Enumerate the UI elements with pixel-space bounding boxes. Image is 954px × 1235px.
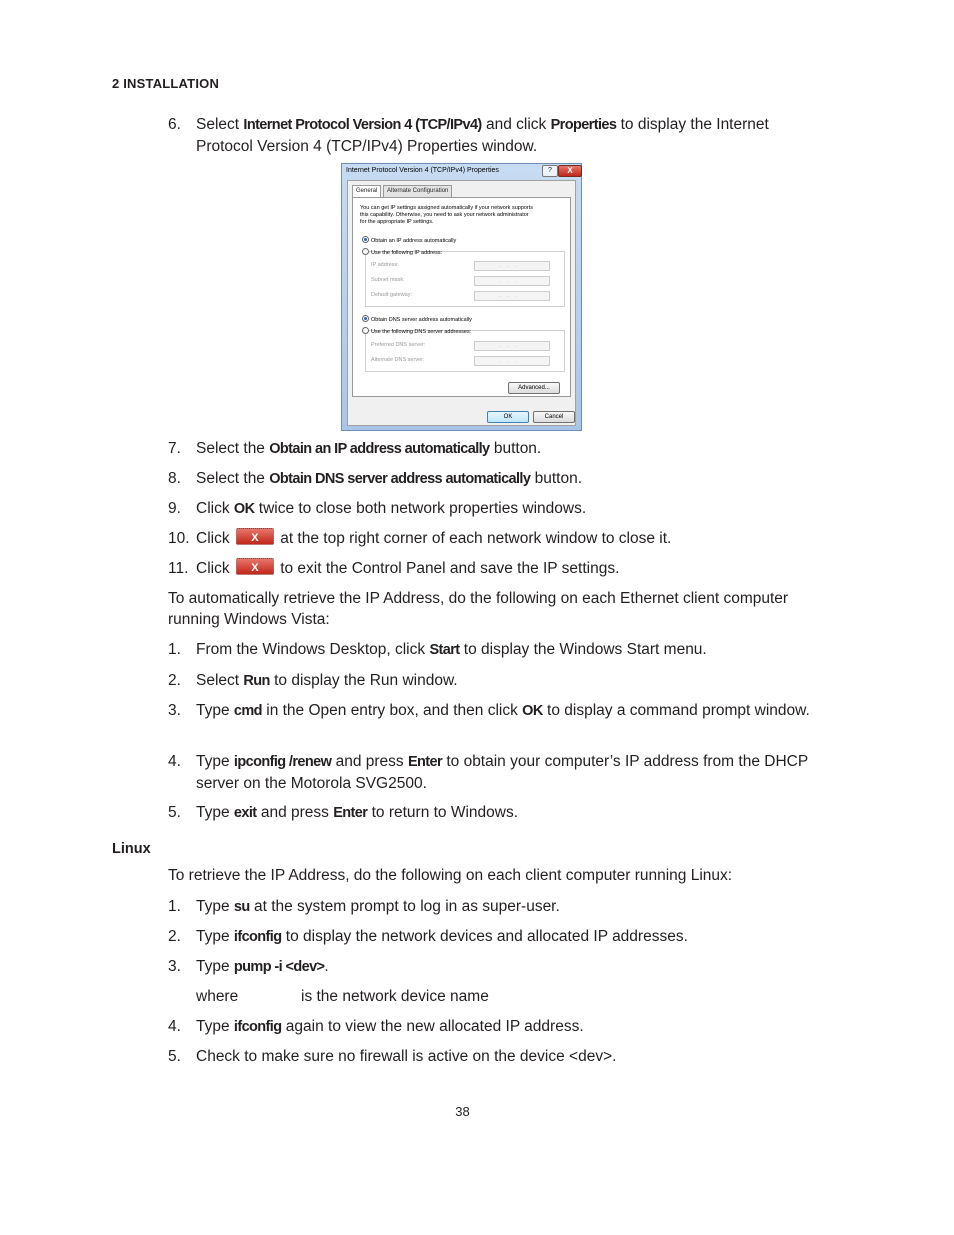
step-number: 5. [168,1048,181,1065]
radio-obtain-ip-auto[interactable]: Obtain an IP address automatically [362,236,456,244]
step-number: 3. [168,958,181,975]
label-default-gateway: Default gateway: [371,292,412,298]
radio-selected-icon [362,236,369,243]
step-number: 4. [168,1018,181,1035]
linux-intro: To retrieve the IP Address, do the following on each client computer running Linux: [168,867,733,884]
close-window-icon: X [236,528,274,545]
vista-step-2: Select Run to display the Run window. [196,672,458,689]
default-gateway-field[interactable]: ... [474,291,550,301]
intro-line: for the appropriate IP settings. [360,219,434,225]
dialog-title: Internet Protocol Version 4 (TCP/IPv4) Properties [346,167,499,174]
vista-step-5: Type exit and press Enter to return to Windows. [196,804,519,821]
dialog-body [347,180,576,426]
advanced-button[interactable]: Advanced... [508,382,560,394]
linux-step-2: Type ifconfig to display the network devices and allocated IP addresses. [196,928,688,945]
vista-step-1: From the Windows Desktop, click Start to display the Windows Start menu. [196,641,707,658]
step-number: 1. [168,898,181,915]
tab-alternate-configuration[interactable]: Alternate Configuration [383,185,452,198]
intro-line: this capability. Otherwise, you need to ask your network administrator [360,212,529,218]
step-number: 5. [168,804,181,821]
page-number: 38 [455,1104,470,1119]
label-subnet-mask: Subnet mask: [371,277,405,283]
linux-step-1: Type su at the system prompt to log in as super-user. [196,898,560,915]
radio-use-following-dns[interactable]: Use the following DNS server addresses: [362,327,471,335]
subnet-mask-field[interactable]: ... [474,276,550,286]
step-6-text: Select Internet Protocol Version 4 (TCP/IPv4) and click Properties to display the Internet Protocol Version 4 (TCP/IPv4) Properties window. [196,116,769,155]
step-number: 11. [168,560,189,577]
close-button[interactable]: X [558,165,582,177]
vista-step-4: Type ipconfig /renew and press Enter to obtain your computer’s IP address from the DHCP server on the Motorola SVG2500. [196,753,808,792]
general-panel [352,197,571,397]
ok-button[interactable]: OK [487,411,529,423]
radio-selected-icon [362,315,369,322]
step-8-text: Select the Obtain DNS server address automatically button. [196,470,583,487]
step-number: 1. [168,641,181,658]
radio-use-following-ip[interactable]: Use the following IP address: [362,248,442,256]
preferred-dns-field[interactable]: ... [474,341,550,351]
vista-intro: To automatically retrieve the IP Address, do the following on each Ethernet client computer running Windows Vista: [168,590,789,628]
step-number: 4. [168,753,181,770]
step-11-text: Click X to exit the Control Panel and save the IP settings. [196,560,620,577]
linux-step-3: Type pump -i <dev>. [196,958,329,975]
step-number: 7. [168,440,181,457]
step-number: 10. [168,530,190,547]
where-label: where [196,988,239,1005]
step-number: 3. [168,702,181,719]
tcpip-properties-dialog [341,163,582,431]
radio-unselected-icon [362,248,369,255]
section-header: 2 INSTALLATION [112,76,220,91]
step-number: 8. [168,470,181,487]
step-10-text: Click X at the top right corner of each network window to close it. [196,530,672,547]
step-7-text: Select the Obtain an IP address automatically button. [196,440,542,457]
radio-unselected-icon [362,327,369,334]
close-window-icon: X [236,558,274,575]
intro-line: You can get IP settings assigned automatically if your network supports [360,205,534,211]
label-alternate-dns: Alternate DNS server: [371,357,425,363]
ip-address-field[interactable]: ... [474,261,550,271]
step-number: 9. [168,500,181,517]
step-number: 2. [168,672,181,689]
radio-obtain-dns-auto[interactable]: Obtain DNS server address automatically [362,315,472,323]
step-9-text: Click OK twice to close both network properties windows. [196,500,587,517]
vista-step-3: Type cmd in the Open entry box, and then click OK to display a command prompt window. [196,702,810,719]
linux-step-5: Check to make sure no firewall is active on the device <dev>. [196,1048,617,1065]
label-ip-address: IP address: [371,262,399,268]
label-preferred-dns: Preferred DNS server: [371,342,426,348]
linux-step-4: Type ifconfig again to view the new allocated IP address. [196,1018,584,1035]
linux-heading: Linux [112,841,151,857]
cancel-button[interactable]: Cancel [533,411,575,423]
alternate-dns-field[interactable]: ... [474,356,550,366]
tab-general[interactable]: General [352,185,381,198]
step-number: 6. [168,116,181,133]
step-number: 2. [168,928,181,945]
help-button[interactable]: ? [542,165,558,177]
where-description: is the network device name [301,988,489,1005]
